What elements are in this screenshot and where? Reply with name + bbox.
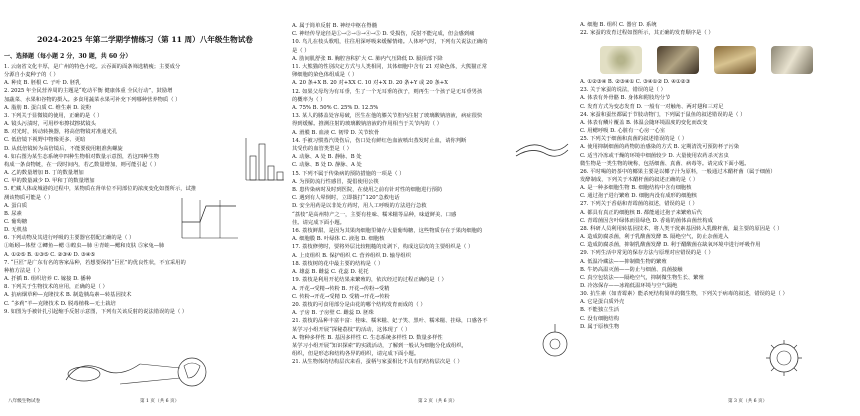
question-line: 的概率为（ ）	[292, 96, 326, 103]
question-line: “荔枝”是高州特产之一，主要有桂味、糯米糍等品种，味道鲜美、口感	[292, 211, 457, 218]
question-line: A. 75% B. 50% C. 25% D. 12.5%	[292, 105, 379, 112]
question-line: A. 属于简单反射 B. 神经中枢在脊髓	[292, 23, 377, 29]
question-line: A. 细胞膜 B. 叶绿体 C. 液泡 D. 细胞核	[292, 236, 385, 243]
question-line: D. 无机盐	[4, 227, 28, 234]
question-line: B. 不能独立生活	[580, 307, 620, 314]
question-line: 28. 科研人员利用转基因技术，将人类干扰素基因转入乳酸杆菌，最主要的原因是（ ）	[580, 225, 783, 232]
question-line: A. 都具有真正的细胞核 B. 都能通过孢子来繁殖后代	[580, 209, 703, 216]
question-line: C. “多莉”羊—克隆技术 D. 脱毒植株—无土栽培	[4, 300, 116, 307]
question-line: 6. 下列动物及其进行呼吸的主要器官搭配正确的是（ ）	[4, 235, 135, 242]
question-line: 29. 下列生活中常见的保存方法与原理对应错误的是（ ）	[580, 250, 714, 257]
footer-page-1: 第 1 页（共 6 页）	[140, 399, 180, 404]
question-line: 26. 平时喝的奶茶中的椰果主要是以椰子汁为原料，一般通过木醋杆菌（属于细菌）	[580, 168, 776, 175]
question-line: B. 对光时，转动转换器，将高倍物镜对准通光孔	[4, 129, 118, 136]
question-line: 卵细胞的染色体组成是（ ）	[292, 72, 358, 79]
question-line: 种植方法是（ ）	[4, 267, 43, 274]
question-line: A. 子房 B. 子房壁 C. 雌蕊 D. 胚珠	[292, 310, 374, 317]
question-line: 得到缓解。推测注射的玻璃酸钠溶液的作用相当于关节内的（ ）	[292, 121, 442, 128]
question-line: A. 蛋白质	[4, 202, 28, 209]
question-line: A. 为预防流行性感冒，提倡使用公筷	[292, 178, 379, 185]
silk-moth-photo	[771, 46, 813, 74]
question-line	[580, 37, 858, 45]
question-line: C. 甲的数量减少 D. 甲和丁的数量增加	[4, 178, 95, 185]
footer-page-2: 第 2 页（共 6 页）	[418, 399, 458, 404]
question-line: C. 真空包装法——隔绝空气，抑制微生物生长、繁殖	[580, 274, 704, 281]
question-line: A. 乙的数量增加 B. 丁的数量增加	[4, 170, 84, 177]
question-line: C. 造成防腐杀菌，抑制乳酸菌发酵 D. 利于醋酸菌在缺氧环境中进行呼吸作用	[580, 242, 761, 249]
question-line: A. 镜头污渍时，可用纱布擦拭擦拭镜头	[4, 121, 96, 128]
question-line: 分源自小麦种子的（ ）	[4, 72, 59, 79]
question-line: B. 患传染病时及时到医院，在使用之前有针对性的细胞进行预防	[292, 187, 443, 194]
question-line: A. 上皮组织 B. 保护组织 C. 营养组织 D. 输导组织	[292, 252, 411, 259]
question-line: 25. 下列关于细菌和真菌的叙述错误的是（ ）	[580, 136, 688, 143]
question-line: A. 抗病烟草种—克隆技术 B. 制造胰岛素—转基因技术	[4, 292, 132, 299]
question-line: C. 青霉菌因含叶绿体而显绿色 D. 香菇的菌体由菌丝构成	[580, 217, 713, 224]
question-line: 组织，但是形态和结构各异的组织，请完成下面小题。	[292, 351, 420, 358]
question-line: A. ①②⑤ B. ①③⑤ C. ②③④ D. ③④⑤	[4, 251, 96, 258]
question-line: A. 开花→受精→传粉 B. 开花→传粉→受精	[292, 285, 390, 292]
virus-figure	[762, 336, 806, 380]
silkworm-pupa-photo	[714, 46, 756, 74]
question-line: C. 传粉→开花→受精 D. 受精→开花→传粉	[292, 293, 390, 300]
question-line: 构成一条食物链，在一段时间内，若乙数量增加，则可能引起（ ）	[4, 161, 160, 168]
question-line: 17. 荔枝修剪时，要将外层比较粗糙的皮剥下，构成这层皮的主要组织是（ ）	[292, 244, 474, 251]
question-line: 某学习小组开展“知识探索”的实践活动，了解到一般认为细胞分化成组织，	[292, 342, 467, 349]
question-line: C. 葡萄糖	[4, 218, 28, 225]
question-line: A. 物种多样性 B. 基因多样性 C. 生态系统多样性 D. 数量多样性	[292, 334, 443, 341]
question-lines-col1	[4, 63, 286, 316]
question-line: 13. 某人的膝盖处容易破，医生在他的膝关节腔内注射了玻璃酸钠溶液，病症很快	[292, 113, 483, 120]
question-line: 5. 贮藏人体或城港的过程中，某物质在肾单位不同部位的浓度变化如图所示，试推	[4, 186, 197, 193]
question-line: 30. 抗生素（如青霉素）能杀死结构简单的微生物，下列关于病毒的叙述，错误的是（ ）	[580, 291, 788, 298]
footer-left: 八年级生物试卷	[8, 399, 41, 404]
blood-vessel-figure	[512, 134, 570, 162]
question-line: 7. “巨匠”是广东有名的客家品种，若想要保持“巨匠”的优良性状，不宜采用的	[4, 259, 186, 266]
question-line: ①蚯蚓—体壁 ②鲫鱼—鳃 ③蝗虫—肺 ④青蛙—鳃和皮肤 ⑤家兔—肺	[4, 243, 165, 250]
question-line: 18. 荔枝树的花中最主要的结构是（ ）	[292, 260, 384, 267]
food-chain-figure	[242, 136, 286, 188]
question-line: A. 20 条+X B. 20 对+XX C. 10 对+X D. 20 条+Y 或 20 条+X	[292, 80, 448, 87]
question-line: C. 神经传导途径是①→②→③→④→⑤ D. 受损伤，反射不能完成，但会感到痛	[292, 31, 475, 38]
question-line: 2. 2025 年全民营养周的主题是“吃动平衡 健康体重 全民行动”，鼓励增	[4, 88, 173, 95]
question-line: B. 尿素	[4, 210, 22, 217]
question-line: A. ①②③④ B. ②③④① C. ③④①② D. ④①②③	[580, 79, 691, 86]
question-line: A. 体表有外骨骼 B. 身体和附肢均分节	[580, 95, 671, 102]
question-line: A. 种皮 B. 胚根 C. 子叶 D. 胚乳	[4, 80, 81, 87]
question-line: 3. 下列关于显微镜的使用，正确的是（ ）	[4, 112, 103, 119]
question-line: C. 发育方式为变态发育 D. 一般有一对触角、两对翅和三对足	[580, 103, 724, 110]
question-line: A. 使用抑制细菌的药物防治感染的方式 B. 定期清洗可预防杯子污染	[580, 144, 740, 151]
question-line: D. 属于原核生物	[580, 323, 620, 330]
question-line: 21. 从生物体的结构层次来看，蚕柄与家蚕相比不具有的结构层次是（ ）	[292, 359, 463, 366]
question-line: 11. 大熊猫的性别决定方式与人类相同，其体细胞中含有 21 对染色体，大熊猫正常	[292, 64, 488, 71]
question-line: 22. 家蚕的发育过程如图所示，其正确的发育顺序是（ ）	[580, 30, 714, 37]
question-line: C. 低倍镜下视野中物像更多、更暗	[4, 137, 86, 144]
question-line: 其受伤的血管类型是（ ）	[292, 146, 352, 153]
question-line: 某学习小组开展“探秘荔枝”的活动，这体现了（ ）	[292, 326, 411, 333]
question-line: A. 脂肪 B. 蛋白质 C. 维生素 D. 淀粉	[4, 104, 92, 111]
question-line: B. 牛奶高温灭菌——防止与细菌、真菌接触	[580, 266, 683, 273]
question-line: 20. 荔枝的可食用部分是由花的哪个结构发育而成的（ ）	[292, 301, 426, 308]
question-line: 是（ ）	[292, 47, 310, 54]
lychee-figure	[536, 320, 574, 360]
question-line: 9. 如图为手被针扎引起缩手反射示意图，下列有关该反射的说法错误的是（ ）	[4, 308, 188, 315]
question-line: A. 肋间肌舒张 B. 胸腔容积扩大 C. 肺内气压降低 D. 膈顶部下降	[292, 55, 443, 62]
question-line: C. 适当冷冻或干燥的环境中细菌较少 D. 大量使用农药杀灭害虫	[580, 152, 729, 159]
question-line: 27. 下列关于香菇和青霉菌的叙述，错误的是（ ）	[580, 201, 698, 208]
question-line: 24. 家蚕和蚕丝都属于节肢动物门，下列属于鼠鱼的叙述错误的是（ ）	[580, 111, 746, 118]
question-line: 4. 如右图为某生态系统中四种生物相对数量示意图，若这四种生物	[4, 153, 160, 160]
question-line: 测该物质可能是（ ）	[4, 194, 54, 201]
question-line: A. 是一种多细胞生物 B. 细胞结构中含有细胞核	[580, 185, 692, 192]
question-line: 23. 关于家蚕的说法，错误的是（ ）	[580, 87, 666, 94]
question-line: 14. 手被习惯蒸汽烫伤后，伤口处有鲜红色血液喷出蒸发时止血，请你判断	[292, 137, 467, 144]
question-line: A. 雄蕊 B. 雌蕊 C. 花蕊 D. 花托	[292, 269, 369, 276]
question-line: D. 安全用药是以非处方药时，用人工呼吸的方法进行急救	[292, 203, 427, 210]
column-2	[292, 0, 574, 416]
kidney-concentration-figure	[176, 196, 242, 246]
question-line: 发酵制成，下列关于木醋杆菌的叙述正确的是（ ）	[580, 176, 699, 183]
question-line: A. 体表有鳞片覆盖 B. 体温会随环境温度的变化而改变	[580, 119, 708, 126]
question-line: C. 动脉、B 处 D. 静脉、A 处	[292, 162, 362, 169]
footer-page-3: 第 3 页（共 6 页）	[728, 399, 768, 404]
question-line: 8. 下列关于生物技术的应用，正确的是（ ）	[4, 284, 108, 291]
question-line: 16. 荔枝鲜甜，是因为其果肉细胞里储存大量葡萄糖，这些物质存在于果肉细胞的	[292, 228, 483, 235]
question-line: C. 没有细胞结构	[580, 315, 620, 322]
question-line: D. 从低倍镜转为高倍镜后，不能要使用粗准焦螺旋	[4, 145, 123, 152]
question-line: A. 扦插 B. 组织培养 C. 嫁接 D. 播种	[4, 276, 92, 283]
question-line: A. 滑膜 B. 血液 C. 韧带 D. 关节软骨	[292, 129, 380, 136]
silkworm-photos	[600, 46, 840, 76]
reflex-arc-figure	[60, 350, 220, 394]
question-lines-col2	[292, 22, 574, 367]
question-line: A. 动脉、A 处 B. 静脉、B 处	[292, 154, 362, 161]
question-line: 15. 下列不属于传染病的预防措施的一项是（ ）	[292, 170, 405, 177]
question-line: D. 冷冻保存——冰箱低温环境与空气隔绝	[580, 283, 678, 289]
question-line: A. 造成防腐杀菌，利于乳酸菌发酵 B. 隔绝空气，防止杂菌进入	[580, 234, 729, 241]
question-line: 21. 荔枝的品种丰富丰富：桂味、糯米糍、妃子笑、黑叶、糯米糍、挂绿，口感各不	[292, 318, 488, 325]
question-line: 19. 荔枝是利用开花结果来繁殖的，依次经过的过程正确的是（ ）	[292, 277, 447, 284]
question-line: 10. 鸟儿在枝头歌唱，往往用深呼吸来缓解情绪。人体呼气时，下列有关说法正确的	[292, 39, 488, 46]
question-line: A. 它是蛋白质外壳	[580, 299, 625, 306]
question-line: C. 用鳃呼吸 D. 心脏有一心房一心室	[580, 128, 666, 135]
question-line: 加蔬菜、水果和谷物的摄入。多食用蔬菜水果可补充下列哪种营养物质（ ）	[4, 96, 181, 103]
question-line: A. 细胞 B. 组织 C. 器官 D. 系统	[580, 22, 657, 28]
question-line: 微生物是一类生物的统称，包括细菌、真菌、病毒等。请完成下面小题。	[580, 160, 750, 167]
question-line: A. 低温冷藏法——抑制微生物的繁殖	[580, 258, 667, 265]
question-line: 12. 如果父母均为有耳垂，生了一个无耳垂的孩子，则再生一个孩子是无耳垂男孩	[292, 88, 483, 95]
question-line: C. 通过孢子进行繁殖 D. 细胞内没有成形的细胞核	[580, 193, 697, 200]
silkworm-larva-photo	[657, 46, 699, 74]
silkworm-eggs-photo	[600, 46, 642, 74]
question-line: C. 遇到有人晕倒时，立即拨打“120”急救电话	[292, 195, 400, 202]
section-heading: 一、选择题（每小题 2 分，30 题，共 60 分）	[4, 53, 132, 60]
exam-title: 2024-2025 年第二学期学情练习（第 11 周）八年级生物试卷	[37, 35, 253, 44]
question-line: 1. 云南省文化丰厚，是广州的特色小吃。云吞面的面条筛选精瘦；主要成分	[4, 64, 181, 70]
question-line: 佳。请完成下面小题。	[292, 219, 345, 226]
